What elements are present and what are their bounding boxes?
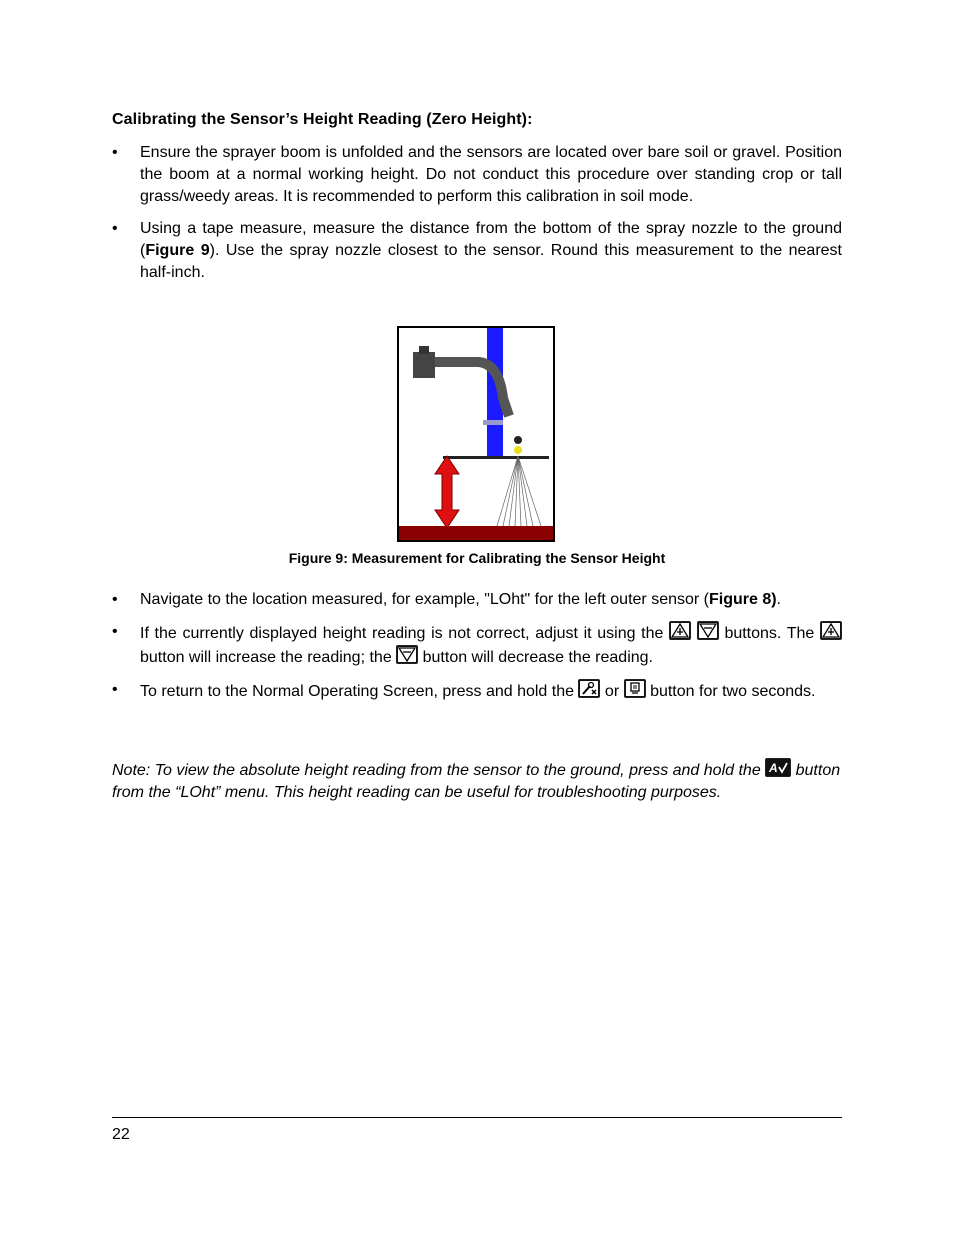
bullet-text: Using a tape measure, measure the distance from the bottom of the spray nozzle to the ground ( [140, 220, 842, 259]
spray-boom-bar [443, 456, 549, 459]
down-arrow-button-icon [396, 645, 418, 664]
boom-bracket [483, 420, 503, 425]
nozzle-body [514, 436, 522, 444]
bullet-dot: • [112, 623, 118, 640]
nozzle-tip [514, 446, 522, 454]
svg-text:A: A [769, 761, 778, 775]
bullet-dot: • [112, 220, 118, 237]
up-arrow-button-icon [669, 621, 691, 640]
wrench-cancel-button-icon [578, 679, 600, 698]
bullet-text: To return to the Normal Operating Screen, press and hold the [140, 683, 575, 700]
bullet-dot: • [112, 591, 118, 608]
section-heading: Calibrating the Sensor’s Height Reading (Zero Height): [112, 111, 533, 128]
list-item [112, 218, 842, 284]
bullet-dot: • [112, 144, 118, 161]
bullet-list-top [112, 142, 842, 284]
bullet-text: Ensure the sprayer boom is unfolded and the sensors are located over bare soil or gravel. Position the boom at a normal working height. Do not conduct this procedure over standing crop or tall grass/weedy areas. It is recommended to perform this calibration in soil mode. [140, 144, 842, 205]
spray-pattern [497, 456, 541, 526]
sensor-housing [413, 352, 435, 378]
bullet-dot: • [112, 681, 118, 698]
bullet-text: or [604, 683, 620, 700]
note-text: button from the “LOht” menu. This height reading can be useful for troubleshooting purposes. [112, 762, 841, 801]
down-arrow-button-icon [697, 621, 719, 640]
home-button-icon [624, 679, 646, 698]
figure-9-illustration [397, 326, 555, 542]
bullet-text: button will decrease the reading. [422, 649, 653, 666]
sensor-cap [419, 346, 429, 354]
bullet-text: Navigate to the location measured, for example, "LOht" for the left outer sensor ( [140, 591, 709, 608]
footer-divider [112, 1117, 842, 1118]
figure-reference: Figure 9 [145, 242, 210, 259]
list-item [112, 621, 842, 669]
note-paragraph [112, 758, 842, 804]
ground-strip [399, 526, 553, 540]
list-item [112, 679, 842, 703]
up-arrow-button-icon [820, 621, 842, 640]
auto-button-icon [765, 758, 791, 777]
list-item [112, 589, 842, 611]
figure-reference: Figure 8) [708, 591, 777, 608]
bullet-text: If the currently displayed height reading is not correct, adjust it using the [140, 625, 664, 642]
list-item [112, 142, 842, 208]
bullet-text: button for two seconds. [650, 683, 816, 700]
note-text: Note: To view the absolute height reading from the sensor to the ground, press and hold the [112, 762, 761, 779]
height-arrow [435, 456, 459, 528]
bullet-text: . [776, 591, 781, 608]
bullet-text: buttons. The [724, 625, 815, 642]
figure-caption: Figure 9: Measurement for Calibrating the Sensor Height [288, 550, 666, 566]
sprayer-diagram [399, 328, 553, 540]
bullet-list-bottom [112, 589, 842, 703]
bullet-text: button will increase the reading; the [140, 649, 392, 666]
page-number: 22 [112, 1126, 130, 1143]
bullet-text: ). Use the spray nozzle closest to the sensor. Round this measurement to the nearest half-inch. [140, 242, 843, 281]
